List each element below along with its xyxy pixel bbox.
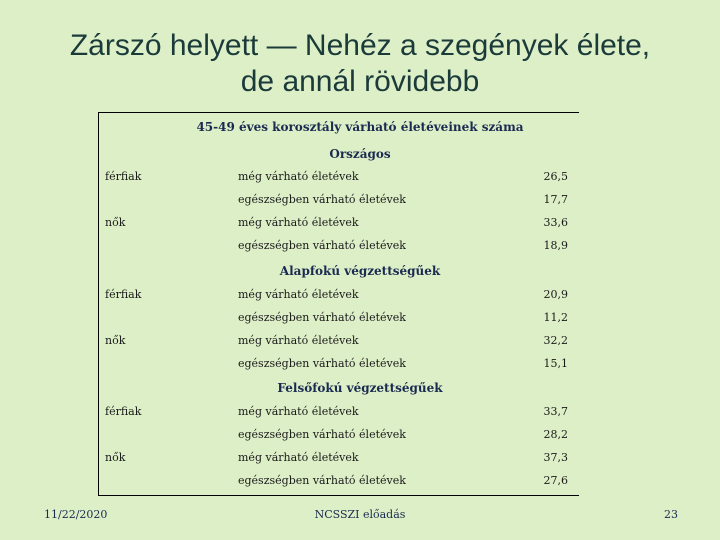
row-value: 17,7 — [543, 193, 568, 206]
row-value: 15,1 — [543, 357, 568, 370]
row-value: 11,2 — [543, 311, 568, 324]
row-sex: nők — [105, 216, 126, 229]
row-sex: nők — [105, 334, 126, 347]
row-measure: még várható életévek — [238, 334, 359, 347]
row-measure: még várható életévek — [238, 405, 359, 418]
section-title-alapfoku: Alapfokú végzettségűek — [279, 264, 441, 278]
row-measure: egészségben várható életévek — [238, 311, 406, 324]
slide-title-line-1: Zárszó helyett — Nehéz a szegények élete, — [69, 29, 651, 62]
row-measure: még várható életévek — [238, 170, 359, 183]
row-sex: férfiak — [105, 170, 142, 183]
row-value: 26,5 — [543, 170, 568, 183]
footer-page-number: 23 — [664, 508, 678, 521]
row-measure: egészségben várható életévek — [238, 428, 406, 441]
row-value: 33,6 — [543, 216, 568, 229]
footer-source: NCSSZI előadás — [314, 508, 406, 521]
row-sex: férfiak — [105, 288, 142, 301]
row-value: 27,6 — [543, 474, 568, 487]
row-value: 32,2 — [543, 334, 568, 347]
row-sex: férfiak — [105, 405, 142, 418]
row-value: 20,9 — [543, 288, 568, 301]
section-title-orszagos: Országos — [329, 147, 391, 161]
footer-date: 11/22/2020 — [44, 508, 108, 521]
row-measure: egészségben várható életévek — [238, 474, 406, 487]
row-value: 33,7 — [543, 405, 568, 418]
table-caption: 45-49 éves korosztály várható életéveinek száma — [196, 120, 524, 134]
row-value: 28,2 — [543, 428, 568, 441]
row-measure: még várható életévek — [238, 216, 359, 229]
row-measure: egészségben várható életévek — [238, 193, 406, 206]
row-measure: egészségben várható életévek — [238, 239, 406, 252]
slide-title — [0, 28, 720, 100]
row-measure: egészségben várható életévek — [238, 357, 406, 370]
section-title-felsofoku: Felsőfokú végzettségűek — [277, 381, 443, 395]
row-value: 18,9 — [543, 239, 568, 252]
row-measure: még várható életévek — [238, 451, 359, 464]
row-value: 37,3 — [543, 451, 568, 464]
slide-title-line-2: de annál rövidebb — [240, 65, 480, 98]
row-measure: még várható életévek — [238, 288, 359, 301]
row-sex: nők — [105, 451, 126, 464]
